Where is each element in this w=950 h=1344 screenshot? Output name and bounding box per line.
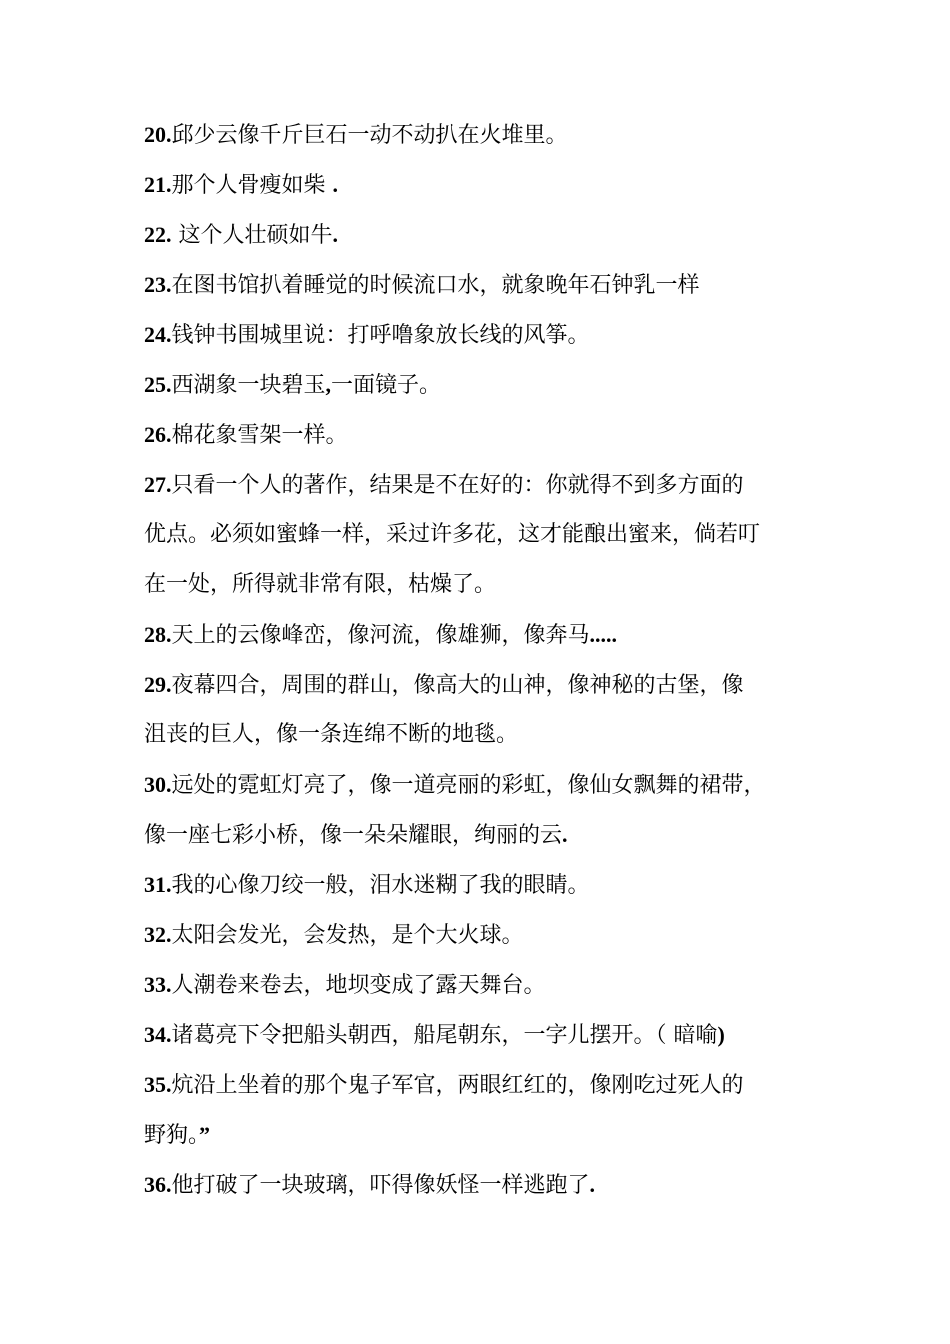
item-punct: ” [199, 1122, 211, 1147]
item-number: 25. [144, 372, 172, 397]
text-line [144, 910, 814, 960]
item-text: 像一座七彩小桥，像一朵朵耀眼，绚丽的云 [144, 823, 563, 848]
item-number: 21. [144, 172, 172, 197]
item-text: 炕沿上坐着的那个鬼子军官，两眼红红的，像刚吃过死人的 [171, 1073, 744, 1098]
text-line [144, 860, 814, 910]
item-text: 沮丧的巨人，像一条连绵不断的地毯。 [144, 722, 519, 747]
item-punct: . [589, 1172, 596, 1197]
text-line [144, 610, 814, 660]
item-text: 在一处，所得就非常有限，枯燥了。 [144, 572, 497, 597]
item-text: 诸葛亮下令把船头朝西，船尾朝东，一字儿摆开。（ 暗喻 [171, 1023, 718, 1048]
item-text: 钱钟书围城里说：打呼噜象放长线的风筝。 [171, 323, 590, 348]
item-number: 23. [144, 272, 172, 297]
item-text: 优点。必须如蜜蜂一样，采过许多花，这才能酿出蜜来，倘若叮 [144, 522, 761, 547]
text-line [144, 660, 814, 710]
item-number: 35. [144, 1072, 172, 1097]
item-punct: . [562, 822, 568, 847]
item-text: 夜幕四合，周围的群山，像高大的山神，像神秘的古堡，像 [171, 673, 744, 698]
item-text: 西湖象一块碧玉 [171, 373, 326, 398]
text-line [144, 410, 814, 460]
item-number: 36. [144, 1172, 172, 1197]
item-text: 那个人骨瘦如柴 [171, 173, 333, 198]
text-line [144, 1010, 814, 1060]
item-text: 一面镜子。 [331, 373, 442, 398]
item-text: 这个人壮硕如牛 [171, 223, 333, 248]
item-text: 棉花象雪架一样。 [171, 423, 348, 448]
item-text: 他打破了一块玻璃，吓得像妖怪一样逃跑了 [171, 1173, 590, 1198]
item-text: 野狗。 [144, 1123, 200, 1148]
item-number: 26. [144, 422, 172, 447]
document-body [144, 110, 814, 1210]
item-number: 34. [144, 1022, 172, 1047]
item-punct: ) [717, 1022, 725, 1047]
item-text: 人潮卷来卷去，地坝变成了露天舞台。 [171, 973, 546, 998]
item-number: 29. [144, 672, 172, 697]
item-number: 28. [144, 622, 172, 647]
text-line [144, 110, 814, 160]
item-punct: ..... [589, 622, 618, 647]
text-line [144, 360, 814, 410]
item-number: 31. [144, 872, 172, 897]
item-punct: . [332, 222, 338, 247]
item-text: 我的心像刀绞一般，泪水迷糊了我的眼睛。 [171, 873, 590, 898]
item-number: 24. [144, 322, 172, 347]
text-line [144, 760, 814, 810]
item-number: 22. [144, 222, 172, 247]
text-line [144, 1060, 814, 1110]
text-line [144, 810, 814, 860]
item-text: 只看一个人的著作，结果是不在好的：你就得不到多方面的 [171, 473, 744, 498]
text-line [144, 960, 814, 1010]
text-line [144, 310, 814, 360]
item-text: 太阳会发光，会发热，是个大火球。 [171, 923, 524, 948]
item-punct: , [325, 372, 332, 397]
text-line [144, 710, 814, 760]
item-number: 33. [144, 972, 172, 997]
text-line [144, 210, 814, 260]
item-number: 27. [144, 472, 172, 497]
text-line [144, 560, 814, 610]
item-text: 在图书馆扒着睡觉的时候流口水，就象晚年石钟乳一样 [171, 273, 700, 298]
item-punct: . [332, 172, 338, 197]
text-line [144, 260, 814, 310]
item-number: 30. [144, 772, 172, 797]
item-text: 远处的霓虹灯亮了，像一道亮丽的彩虹，像仙女飘舞的裙带， [171, 773, 766, 798]
item-text: 邱少云像千斤巨石一动不动扒在火堆里。 [171, 123, 568, 148]
text-line [144, 1110, 814, 1160]
item-text: 天上的云像峰峦，像河流，像雄狮，像奔马 [171, 623, 590, 648]
text-line [144, 160, 814, 210]
text-line [144, 510, 814, 560]
item-number: 20. [144, 122, 172, 147]
text-line [144, 1160, 814, 1210]
item-number: 32. [144, 922, 172, 947]
text-line [144, 460, 814, 510]
